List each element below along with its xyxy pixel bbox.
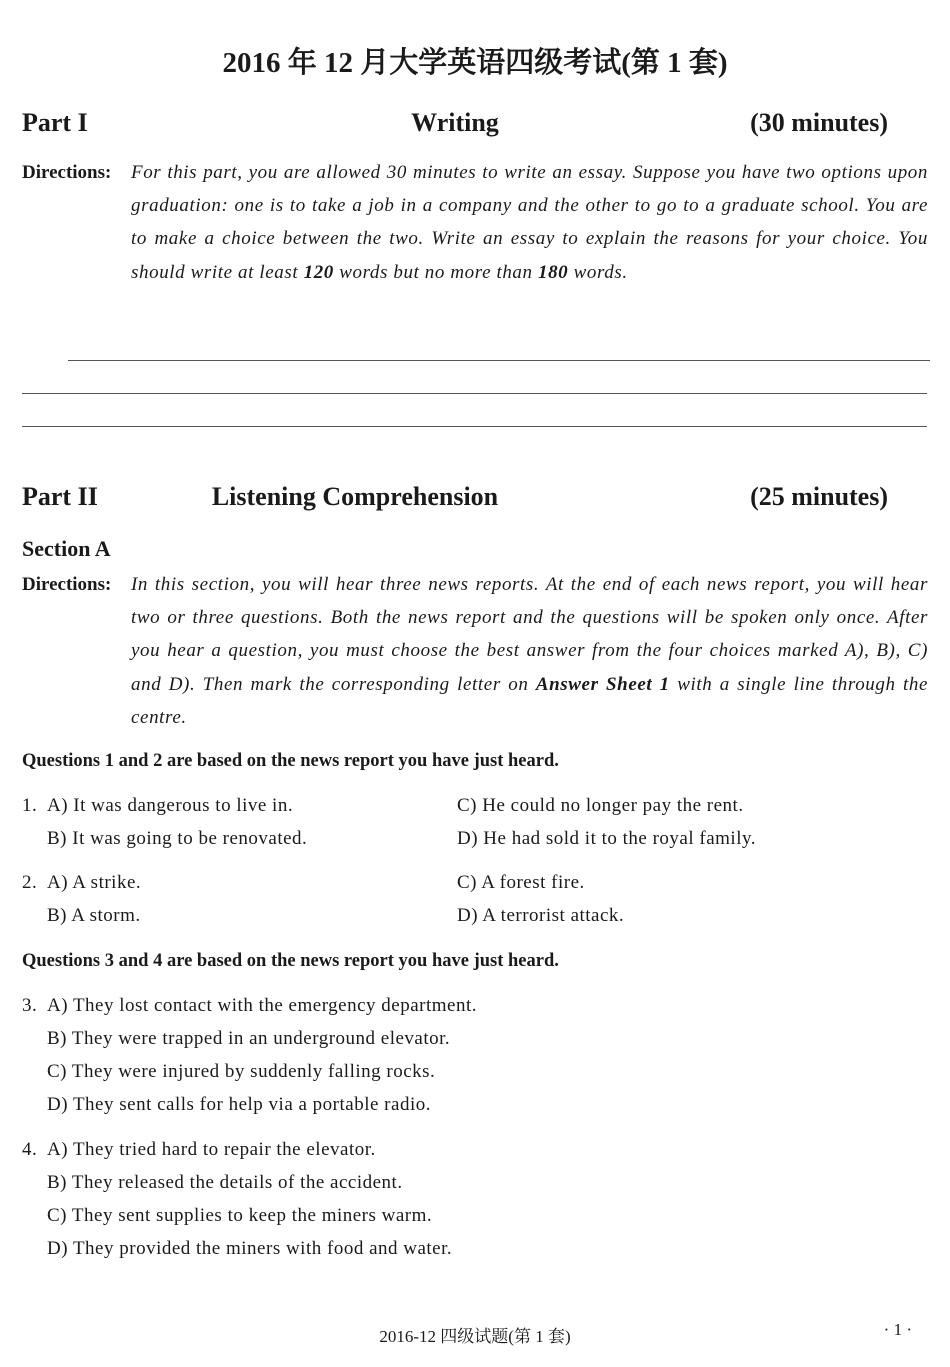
- q2-option-a: A) A strike.: [47, 872, 142, 893]
- part2-header: [22, 482, 888, 516]
- part2-directions: [22, 568, 929, 734]
- part1-directions-text-2: words but no more than: [333, 261, 538, 283]
- questions-3-4-heading: Questions 3 and 4 are based on the news report you have just heard.: [22, 951, 559, 971]
- part2-directions-text-2: with a single line through the centre.: [131, 673, 929, 728]
- q4-option-d: D) They provided the miners with food and water.: [47, 1238, 453, 1259]
- answer-sheet-ref: Answer Sheet 1: [535, 673, 670, 695]
- q3-option-a: A) They lost contact with the emergency department.: [47, 995, 478, 1016]
- q1-option-b: B) It was going to be renovated.: [47, 828, 308, 849]
- q3-option-d: D) They sent calls for help via a portable radio.: [47, 1094, 431, 1115]
- part2-time: (25 minutes): [750, 482, 888, 511]
- part2-number: Part II: [22, 482, 98, 511]
- q2-option-d: D) A terrorist attack.: [457, 905, 625, 926]
- part2-directions-label: Directions:: [22, 574, 112, 595]
- part1-min-words: 120: [303, 261, 334, 283]
- question-number-3: 3.: [22, 995, 38, 1016]
- part1-directions-label: Directions:: [22, 162, 112, 183]
- exam-title: 2016 年 12 月大学英语四级考试(第 1 套): [222, 47, 728, 79]
- part2-name: Listening Comprehension: [211, 482, 499, 511]
- q2-option-b: B) A storm.: [47, 905, 141, 926]
- part1-time: (30 minutes): [750, 108, 888, 137]
- questions-1-2-heading: Questions 1 and 2 are based on the news report you have just heard.: [22, 751, 559, 771]
- question-number-4: 4.: [22, 1139, 38, 1160]
- writing-line-1: [68, 360, 930, 361]
- q1-option-c: C) He could no longer pay the rent.: [457, 795, 744, 816]
- q3-option-c: C) They were injured by suddenly falling rocks.: [47, 1061, 436, 1082]
- part1-header: [22, 108, 888, 142]
- part1-directions-text: For this part, you are allowed 30 minutes to write an essay. Suppose you have two options upon graduation: one is to take a job in a company and the other to go to a graduate school. You are to make a choice between the two. Write an essay to explain the reasons for your choice. You should write at least: [131, 162, 928, 283]
- part1-number: Part I: [22, 108, 88, 137]
- q4-option-b: B) They released the details of the accident.: [47, 1172, 403, 1193]
- q1-option-d: D) He had sold it to the royal family.: [457, 828, 757, 849]
- page-footer: 2016-12 四级试题(第 1 套): [379, 1327, 571, 1346]
- q3-option-b: B) They were trapped in an underground elevator.: [47, 1028, 451, 1049]
- part1-directions-text-3: words.: [568, 261, 628, 283]
- q4-option-a: A) They tried hard to repair the elevator.: [47, 1139, 376, 1160]
- part2-directions-text: In this section, you will hear three news reports. At the end of each news report, you will hear two or three questions. Both the news report and the questions will be spoken only once. After you hear a question, you must choose the best answer from the four choices marked A), B), C) and D). Then mark the corresponding letter on: [131, 574, 928, 695]
- q1-option-a: A) It was dangerous to live in.: [47, 795, 294, 816]
- part1-max-words: 180: [537, 261, 569, 283]
- writing-line-2: [22, 393, 927, 394]
- page-number: · 1 ·: [883, 1320, 912, 1339]
- q4-option-c: C) They sent supplies to keep the miners warm.: [47, 1205, 433, 1226]
- q2-option-c: C) A forest fire.: [457, 872, 585, 893]
- part1-directions: [22, 156, 928, 289]
- question-number-2: 2.: [22, 872, 38, 893]
- writing-line-3: [22, 426, 927, 427]
- question-number-1: 1.: [22, 795, 38, 816]
- section-a-heading: Section A: [22, 536, 111, 561]
- part1-name: Writing: [411, 108, 499, 137]
